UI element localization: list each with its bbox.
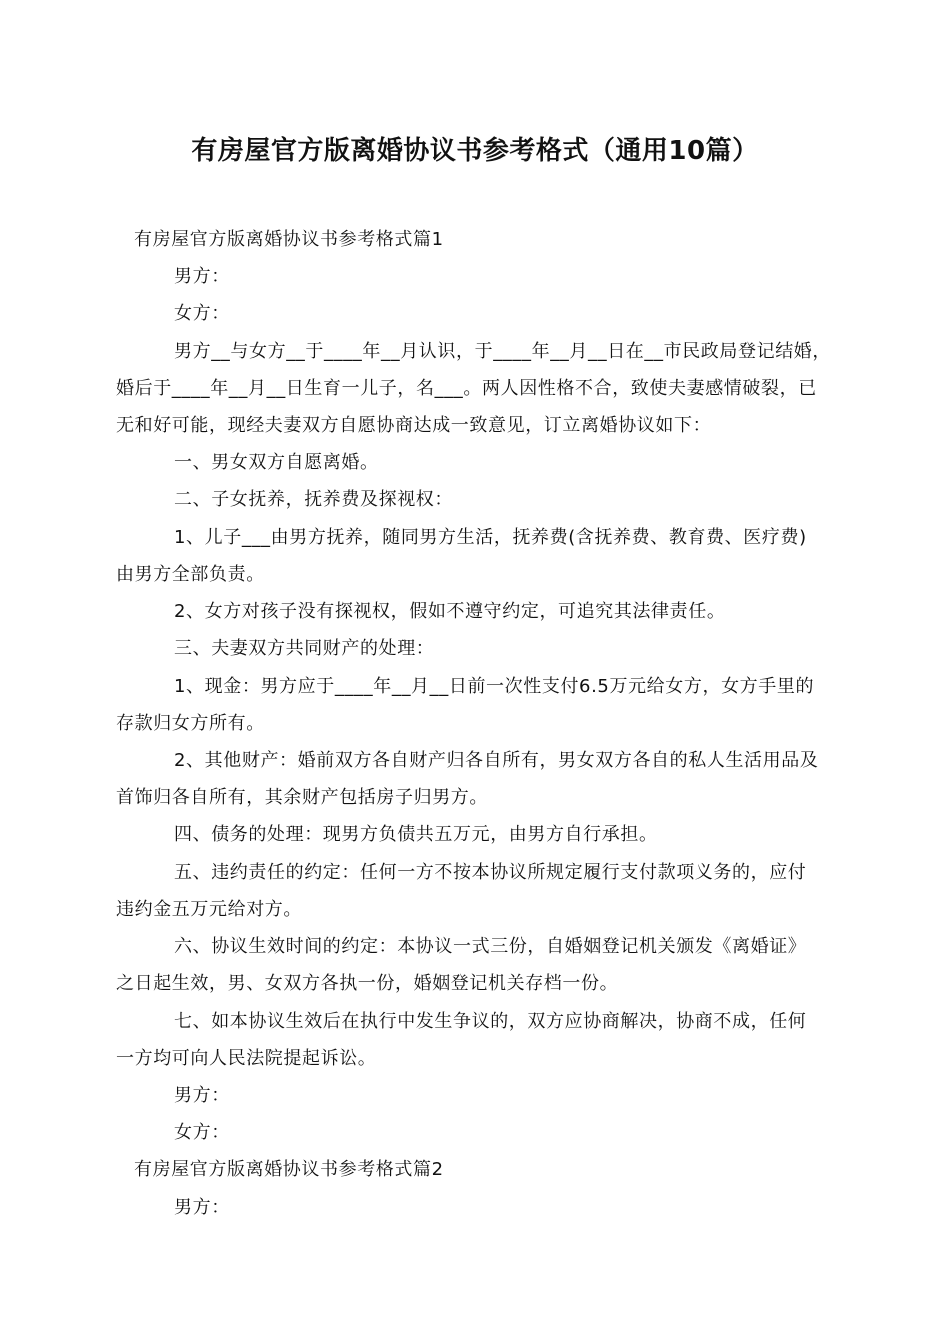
clause-line: 六、协议生效时间的约定：本协议一式三份，自婚姻登记机关颁发《离婚证》	[174, 936, 807, 957]
clause-line: 之日起生效，男、女双方各执一份，婚姻登记机关存档一份。	[116, 973, 619, 994]
clause-line: 1、儿子___由男方抚养，随同男方生活，抚养费(含抚养费、教育费、医疗费)	[174, 527, 807, 548]
clause-line: 首饰归各自所有，其余财产包括房子归男方。	[116, 787, 488, 808]
clause-line: 存款归女方所有。	[116, 713, 265, 734]
clause-line: 2、女方对孩子没有探视权，假如不遵守约定，可追究其法律责任。	[174, 601, 726, 622]
section-heading: 有房屋官方版离婚协议书参考格式篇1	[134, 229, 444, 250]
clause-line: 2、其他财产：婚前双方各自财产归各自所有，男女双方各自的私人生活用品及	[174, 750, 819, 771]
paragraph-line: 无和好可能，现经夫妻双方自愿协商达成一致意见，订立离婚协议如下：	[116, 415, 712, 436]
paragraph-line: 男方__与女方__于____年__月认识，于____年__月__日在__市民政局登记结婚，	[174, 341, 831, 362]
clause-line: 四、债务的处理：现男方负债共五万元，由男方自行承担。	[174, 824, 658, 845]
clause-line: 1、现金：男方应于____年__月__日前一次性支付6.5万元给女方，女方手里的	[174, 676, 815, 697]
clause-line: 五、违约责任的约定：任何一方不按本协议所规定履行支付款项义务的，应付	[174, 862, 807, 883]
signature-male-label: 男方：	[174, 1085, 230, 1106]
clause-line: 一方均可向人民法院提起诉讼。	[116, 1048, 377, 1069]
paragraph-line: 婚后于____年__月__日生育一儿子，名___。两人因性格不合，致使夫妻感情破裂，已	[116, 378, 817, 399]
clause-line: 一、男女双方自愿离婚。	[174, 452, 379, 473]
party-male-label: 男方：	[174, 1197, 230, 1218]
party-female-label: 女方：	[174, 303, 230, 324]
party-male-label: 男方：	[174, 266, 230, 287]
signature-female-label: 女方：	[174, 1122, 230, 1143]
section-heading: 有房屋官方版离婚协议书参考格式篇2	[134, 1159, 444, 1180]
clause-line: 违约金五万元给对方。	[116, 899, 302, 920]
clause-line: 七、如本协议生效后在执行中发生争议的，双方应协商解决，协商不成，任何	[174, 1011, 807, 1032]
clause-line: 三、夫妻双方共同财产的处理：	[174, 638, 435, 659]
document-title: 有房屋官方版离婚协议书参考格式（通用10篇）	[191, 136, 759, 166]
clause-line: 由男方全部负责。	[116, 564, 265, 585]
clause-line: 二、子女抚养，抚养费及探视权：	[174, 489, 453, 510]
